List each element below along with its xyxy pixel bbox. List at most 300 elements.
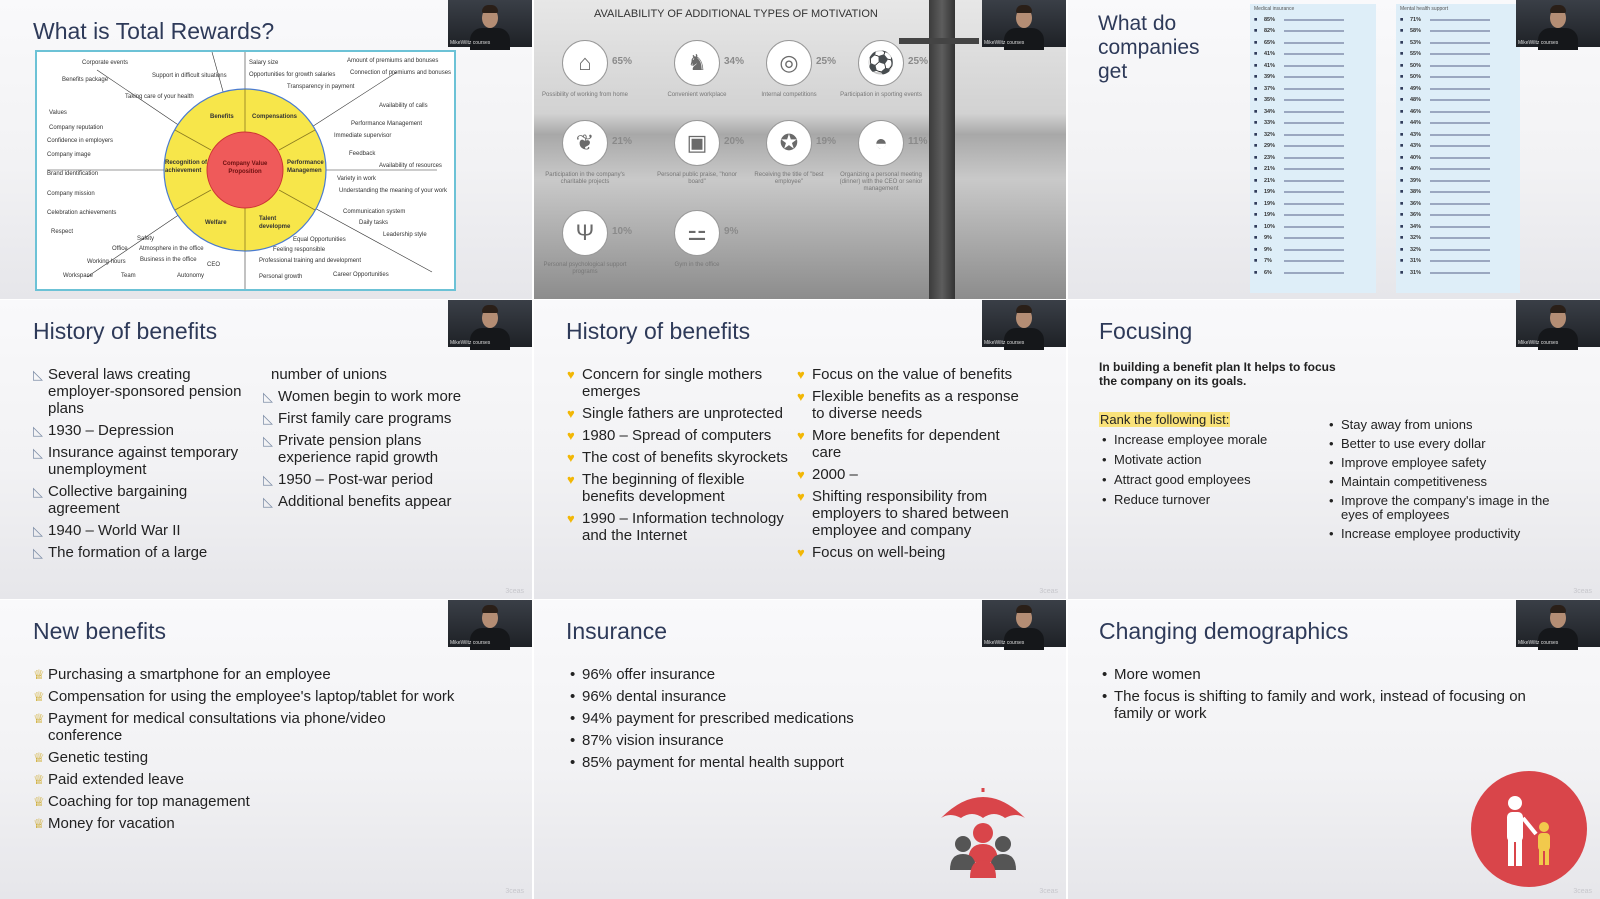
list-item: ♥ Concern for single mothers emerges	[567, 366, 763, 400]
list-item: number of unions	[271, 366, 387, 383]
tile-title: What do companies get	[1098, 12, 1200, 83]
row-percent: 36%	[1410, 200, 1422, 207]
row-percent: 58%	[1410, 28, 1422, 35]
list-item: ♥ 2000 –	[797, 466, 858, 483]
list-item: • 96% dental insurance	[570, 688, 727, 705]
table-row	[1396, 37, 1520, 49]
row-icon: ■	[1254, 177, 1258, 184]
row-percent: 21%	[1264, 166, 1276, 173]
list-item: ♥ 1990 – Information technology and the Internet	[567, 510, 784, 544]
list-item: • Attract good employees	[1102, 472, 1251, 487]
svg-text:Welfare: Welfare	[205, 220, 227, 226]
row-icon: ■	[1254, 16, 1258, 23]
triangle-bullet-icon: ◺	[263, 472, 273, 487]
tile-focusing[interactable]	[1068, 300, 1600, 599]
row-percent: 71%	[1410, 16, 1422, 23]
rank-label: Rank the following list:	[1100, 412, 1230, 427]
home-icon: ⌂	[562, 40, 608, 86]
table-row	[1396, 14, 1520, 26]
heart-bullet-icon: ♥	[797, 389, 805, 404]
presenter-webcam: MikeWiltz courses	[982, 300, 1066, 347]
motivation-percent: 10%	[612, 226, 633, 237]
history1-col2	[263, 366, 488, 515]
list-item: • Reduce turnover	[1102, 492, 1211, 507]
target-icon: ◎	[766, 40, 812, 86]
row-text-line	[1430, 180, 1490, 182]
row-percent: 40%	[1410, 166, 1422, 173]
list-item: ◺ Several laws creating employer-sponsored pension plans	[33, 366, 242, 417]
row-icon: ■	[1400, 154, 1404, 161]
row-text-line	[1430, 214, 1490, 216]
heart-bullet-icon: ♥	[567, 428, 575, 443]
table-row	[1250, 152, 1376, 164]
motivation-percent: 19%	[816, 136, 837, 147]
heart-bullet-icon: ♥	[797, 467, 805, 482]
presenter-webcam: MikeWiltz courses	[448, 0, 532, 47]
list-item: • Increase employee productivity	[1329, 526, 1521, 541]
row-text-line	[1430, 122, 1490, 124]
table-row	[1250, 49, 1376, 61]
wheel-label: Career Opportunities	[333, 272, 389, 278]
triangle-bullet-icon: ◺	[263, 433, 273, 448]
presenter-webcam: MikeWiltz courses	[1516, 0, 1600, 47]
wheel-label: Confidence in employers	[47, 138, 114, 144]
trophy-bullet-icon: ♕	[33, 816, 45, 831]
row-text-line	[1284, 180, 1344, 182]
tile-title: New benefits	[33, 618, 166, 644]
row-text-line	[1284, 134, 1344, 136]
wheel-label: Equal Opportunities	[293, 237, 346, 243]
row-text-line	[1284, 249, 1344, 251]
row-icon: ■	[1400, 39, 1404, 46]
heart-bullet-icon: ♥	[567, 450, 575, 465]
row-icon: ■	[1254, 62, 1258, 69]
focusing-right-list	[1326, 418, 1561, 546]
wheel-label: Team	[121, 273, 136, 279]
row-text-line	[1430, 226, 1490, 228]
row-icon: ■	[1400, 143, 1404, 150]
list-item: ♥ The cost of benefits skyrockets	[567, 449, 788, 466]
wheel-label: Support in difficult situations	[152, 73, 227, 79]
wheel-label: Variety in work	[337, 176, 376, 182]
tile-companies-get[interactable]	[1068, 0, 1600, 299]
row-text-line	[1430, 19, 1490, 21]
table-row	[1396, 233, 1520, 245]
table-row	[1250, 83, 1376, 95]
svg-text:Proposition: Proposition	[228, 169, 262, 175]
row-icon: ■	[1400, 97, 1404, 104]
list-item: ♕ Payment for medical consultations via phone/video conference	[33, 710, 386, 744]
row-percent: 19%	[1264, 212, 1276, 219]
tile-history-2[interactable]	[534, 300, 1066, 599]
row-icon: ■	[1400, 177, 1404, 184]
row-icon: ■	[1254, 74, 1258, 81]
motivation-percent: 20%	[724, 136, 745, 147]
row-icon: ■	[1254, 258, 1258, 265]
table-row	[1396, 244, 1520, 256]
motivation-percent: 21%	[612, 136, 633, 147]
row-percent: 65%	[1264, 39, 1276, 46]
motivation-label: Personal public praise, "honor board"	[657, 172, 737, 185]
row-percent: 32%	[1264, 131, 1276, 138]
wheel-label: Business in the office	[140, 257, 197, 263]
wheel-label: Transparency in payment	[287, 84, 355, 90]
motivation-label: Convenient workplace	[667, 92, 727, 98]
row-text-line	[1430, 134, 1490, 136]
row-icon: ■	[1400, 131, 1404, 138]
wheel-label: Salary size	[249, 60, 279, 66]
tile-total-rewards[interactable]	[0, 0, 532, 299]
svg-text:Performance: Performance	[287, 160, 324, 166]
row-icon: ■	[1400, 166, 1404, 173]
tile-title: Focusing	[1099, 318, 1193, 344]
list-item: ◺ The formation of a large	[33, 544, 208, 561]
row-text-line	[1284, 272, 1344, 274]
wheel-label: Amount of premiums and bonuses	[347, 58, 439, 64]
list-item: ◺ Additional benefits appear	[263, 493, 452, 510]
row-text-line	[1430, 145, 1490, 147]
tile-title: Insurance	[566, 618, 668, 644]
row-icon: ■	[1400, 269, 1404, 276]
trophy-bullet-icon: ♕	[33, 689, 45, 704]
wheel-diagram	[37, 52, 454, 289]
row-percent: 31%	[1410, 269, 1422, 276]
motivation-label: Receiving the title of "best employee"	[754, 172, 824, 185]
table-left: Medical insurance ■ 85% ■ 82% ■ 65% ■ 41% ■ 41% ■ 39% ■ 37% ■ 35% ■ 34% ■ 33% ■ 32% ■ 29% ■ 23% ■ 21% ■ 21% ■ 19% ■ 19% ■ 19% ■ 10% ■ 9% ■ 9% ■ 7% ■ 6%	[1250, 4, 1376, 293]
row-icon: ■	[1254, 189, 1258, 196]
triangle-bullet-icon: ◺	[263, 411, 273, 426]
row-icon: ■	[1400, 235, 1404, 242]
list-item: • Motivate action	[1102, 452, 1202, 467]
watermark: 3ceas	[505, 888, 524, 895]
row-icon: ■	[1254, 212, 1258, 219]
row-percent: 19%	[1264, 200, 1276, 207]
wheel-label: Availability of calls	[379, 103, 428, 109]
row-percent: 55%	[1410, 51, 1422, 58]
trophy-bullet-icon: ♕	[33, 711, 45, 726]
tile-insurance[interactable]	[534, 600, 1066, 899]
table-row	[1250, 164, 1376, 176]
table-row	[1396, 164, 1520, 176]
motivation-percent: 9%	[724, 226, 739, 237]
list-item: ♥ More benefits for dependent care	[797, 427, 1000, 461]
wheel-label: Communication system	[343, 209, 406, 215]
list-item: • More women	[1102, 666, 1201, 683]
row-percent: 21%	[1264, 177, 1276, 184]
wheel-label: Immediate supervisor	[334, 133, 392, 139]
heart-bullet-icon: ♥	[567, 406, 575, 421]
triangle-bullet-icon: ◺	[33, 523, 43, 538]
row-text-line	[1284, 42, 1344, 44]
row-icon: ■	[1400, 189, 1404, 196]
heart-bullet-icon: ♥	[567, 472, 575, 487]
trophy-bullet-icon: ♕	[33, 667, 45, 682]
list-item: ♕ Compensation for using the employee's laptop/tablet for work	[33, 688, 455, 705]
wheel-label: Leadership style	[383, 232, 427, 238]
list-item: ♕ Money for vacation	[33, 815, 175, 832]
heart-bullet-icon: ♥	[797, 489, 805, 504]
tile-history-1[interactable]	[0, 300, 532, 599]
table-row	[1396, 187, 1520, 199]
presenter-webcam: MikeWiltz courses	[448, 300, 532, 347]
trophy-bullet-icon: ♕	[33, 794, 45, 809]
table-row	[1396, 267, 1520, 279]
table-row	[1250, 221, 1376, 233]
trophy-bullet-icon: ♕	[33, 750, 45, 765]
row-icon: ■	[1400, 223, 1404, 230]
list-item: • Improve the company's image in the eyes of employees	[1329, 493, 1550, 522]
row-icon: ■	[1254, 235, 1258, 242]
table-row	[1250, 118, 1376, 130]
parent-child-icon	[1470, 770, 1588, 888]
row-icon: ■	[1254, 154, 1258, 161]
table-row	[1396, 141, 1520, 153]
board-icon: ▣	[674, 120, 720, 166]
row-text-line	[1284, 237, 1344, 239]
row-text-line	[1284, 260, 1344, 262]
row-text-line	[1430, 191, 1490, 193]
motivation-percent: 65%	[612, 56, 633, 67]
insurance-list	[567, 666, 967, 776]
row-icon: ■	[1254, 85, 1258, 92]
table-row	[1396, 83, 1520, 95]
focusing-left-list	[1099, 432, 1309, 512]
row-text-line	[1430, 88, 1490, 90]
row-percent: 41%	[1264, 62, 1276, 69]
row-icon: ■	[1400, 85, 1404, 92]
presenter-webcam: MikeWiltz courses	[1516, 600, 1600, 647]
row-text-line	[1284, 122, 1344, 124]
motivation-percent: 25%	[816, 56, 837, 67]
wheel-label: Personal growth	[259, 274, 303, 280]
triangle-bullet-icon: ◺	[33, 423, 43, 438]
wheel-label: Corporate events	[82, 60, 129, 66]
table-row	[1250, 95, 1376, 107]
list-item: ♥ 1980 – Spread of computers	[567, 427, 772, 444]
row-text-line	[1284, 19, 1344, 21]
row-percent: 46%	[1410, 108, 1422, 115]
list-item: • Increase employee morale	[1102, 432, 1268, 447]
demographics-list	[1099, 666, 1559, 727]
table-row	[1250, 14, 1376, 26]
table-row	[1250, 198, 1376, 210]
row-text-line	[1284, 191, 1344, 193]
motivation-label: Participation in the company's charitable projects	[545, 172, 625, 185]
list-item: ♥ Single fathers are unprotected	[567, 405, 783, 422]
watermark: 3ceas	[1039, 588, 1058, 595]
row-percent: 36%	[1410, 212, 1422, 219]
row-percent: 82%	[1264, 28, 1276, 35]
table-row	[1396, 118, 1520, 130]
row-icon: ■	[1400, 51, 1404, 58]
table-row	[1250, 187, 1376, 199]
row-text-line	[1284, 214, 1344, 216]
total-rewards-wheel	[35, 50, 456, 291]
list-item: ♕ Purchasing a smartphone for an employee	[33, 666, 331, 683]
row-text-line	[1430, 249, 1490, 251]
tile-motivation[interactable]	[534, 0, 1066, 299]
table-row	[1396, 26, 1520, 38]
triangle-bullet-icon: ◺	[263, 494, 273, 509]
heart-bullet-icon: ♥	[567, 511, 575, 526]
list-item: ♥ Flexible benefits as a response to diverse needs	[797, 388, 1019, 422]
row-percent: 10%	[1264, 223, 1276, 230]
list-item: ♥ Focus on well-being	[797, 544, 946, 561]
table-right: Mental health support ■ 71% ■ 58% ■ 53% ■ 55% ■ 50% ■ 50% ■ 49% ■ 48% ■ 46% ■ 44% ■ 43% ■ 43% ■ 40% ■ 40% ■ 39% ■ 38% ■ 36% ■ 36% ■ 34% ■ 32% ■ 32% ■ 31% ■ 31%	[1396, 4, 1520, 293]
wheel-label: Understanding the meaning of your work	[339, 188, 448, 194]
row-icon: ■	[1400, 212, 1404, 219]
triangle-bullet-icon: ◺	[33, 445, 43, 460]
svg-text:developme: developme	[259, 224, 291, 230]
list-item: ◺ 1950 – Post-war period	[263, 471, 434, 488]
row-icon: ■	[1400, 258, 1404, 265]
row-percent: 9%	[1264, 246, 1272, 253]
row-text-line	[1284, 168, 1344, 170]
row-text-line	[1430, 99, 1490, 101]
list-item: • 87% vision insurance	[570, 732, 724, 749]
list-item: • Improve employee safety	[1329, 455, 1487, 470]
row-text-line	[1284, 76, 1344, 78]
row-percent: 40%	[1410, 154, 1422, 161]
history1-col1	[33, 366, 258, 566]
svg-text:Company Value: Company Value	[222, 161, 268, 167]
list-item: ♕ Coaching for top management	[33, 793, 250, 810]
row-icon: ■	[1400, 200, 1404, 207]
medal-icon: ✪	[766, 120, 812, 166]
table-row	[1396, 198, 1520, 210]
row-text-line	[1430, 260, 1490, 262]
table-row	[1250, 233, 1376, 245]
row-icon: ■	[1254, 200, 1258, 207]
row-text-line	[1430, 53, 1490, 55]
svg-text:Compensations: Compensations	[252, 114, 298, 120]
wheel-label: Respect	[51, 229, 74, 235]
watermark: 3ceas	[505, 588, 524, 595]
row-icon: ■	[1400, 16, 1404, 23]
row-percent: 49%	[1410, 85, 1422, 92]
wheel-label: Brand identification	[47, 171, 99, 177]
table-row	[1396, 210, 1520, 222]
row-icon: ■	[1400, 108, 1404, 115]
table-row	[1250, 175, 1376, 187]
watermark: 3ceas	[1039, 888, 1058, 895]
svg-text:Managemen: Managemen	[287, 168, 322, 174]
tile-demographics[interactable]	[1068, 600, 1600, 899]
row-percent: 34%	[1264, 108, 1276, 115]
table-row	[1396, 175, 1520, 187]
row-text-line	[1284, 53, 1344, 55]
row-icon: ■	[1254, 223, 1258, 230]
wheel-label: Feeling responsible	[273, 247, 326, 253]
heart-bullet-icon: ♥	[797, 545, 805, 560]
row-text-line	[1430, 76, 1490, 78]
watermark: 3ceas	[1573, 888, 1592, 895]
row-icon: ■	[1254, 120, 1258, 127]
table-row	[1250, 60, 1376, 72]
focusing-intro: In building a benefit plan It helps to focus the company on its goals.	[1099, 360, 1336, 388]
row-percent: 9%	[1264, 235, 1272, 242]
wheel-label: Atmosphere in the office	[139, 246, 204, 252]
row-percent: 50%	[1410, 74, 1422, 81]
row-percent: 53%	[1410, 39, 1422, 46]
history2-col1	[567, 366, 789, 549]
row-percent: 32%	[1410, 235, 1422, 242]
row-percent: 35%	[1264, 97, 1276, 104]
row-percent: 85%	[1264, 16, 1276, 23]
table-row	[1396, 106, 1520, 118]
row-percent: 48%	[1410, 97, 1422, 104]
umbrella-family-icon	[938, 788, 1028, 880]
heart-bullet-icon: ♥	[797, 428, 805, 443]
list-item: • The focus is shifting to family and work, instead of focusing on family or work	[1102, 688, 1526, 722]
row-icon: ■	[1254, 97, 1258, 104]
wheel-label: Celebration achievements	[47, 210, 117, 216]
table-row	[1250, 267, 1376, 279]
table-row	[1250, 72, 1376, 84]
wheel-label: Company mission	[47, 191, 95, 197]
wheel-label: Performance Management	[351, 121, 423, 127]
row-icon: ■	[1254, 166, 1258, 173]
tile-new-benefits[interactable]	[0, 600, 532, 899]
table-row	[1396, 221, 1520, 233]
presenter-webcam: MikeWiltz courses	[982, 0, 1066, 47]
presenter-webcam: MikeWiltz courses	[448, 600, 532, 647]
list-item: ◺ Women begin to work more	[263, 388, 462, 405]
wheel-label: Company reputation	[49, 125, 104, 131]
table-row	[1396, 152, 1520, 164]
triangle-bullet-icon: ◺	[33, 484, 43, 499]
row-icon: ■	[1400, 62, 1404, 69]
row-percent: 38%	[1410, 189, 1422, 196]
table-row	[1396, 60, 1520, 72]
row-icon: ■	[1254, 143, 1258, 150]
svg-text:Talent: Talent	[259, 216, 277, 222]
row-percent: 34%	[1410, 223, 1422, 230]
row-icon: ■	[1254, 246, 1258, 253]
motivation-label: Organizing a personal meeting (dinner) with the CEO or senior management	[839, 172, 923, 192]
row-text-line	[1430, 272, 1490, 274]
row-text-line	[1430, 111, 1490, 113]
wheel-label: Benefits package	[62, 77, 109, 83]
motivation-title: AVAILABILITY OF ADDITIONAL TYPES OF MOTIVATION	[594, 8, 878, 20]
tile-title: History of benefits	[566, 318, 751, 344]
wheel-label: Opportunities for growth salaries	[249, 72, 336, 78]
table-row	[1250, 37, 1376, 49]
row-percent: 41%	[1264, 51, 1276, 58]
list-item: ◺ Private pension plans experience rapid growth	[263, 432, 439, 466]
table-row	[1250, 256, 1376, 268]
row-text-line	[1284, 226, 1344, 228]
row-text-line	[1284, 145, 1344, 147]
list-item: ♥ The beginning of flexible benefits development	[567, 471, 745, 505]
motivation-label: Possibility of working from home	[541, 92, 629, 98]
row-percent: 43%	[1410, 131, 1422, 138]
row-icon: ■	[1254, 131, 1258, 138]
row-text-line	[1430, 157, 1490, 159]
trophy-bullet-icon: ♕	[33, 772, 45, 787]
presenter-webcam: MikeWiltz courses	[1516, 300, 1600, 347]
row-text-line	[1430, 30, 1490, 32]
list-item: ◺ Insurance against temporary unemployment	[33, 444, 239, 478]
row-text-line	[1284, 203, 1344, 205]
wheel-label: Connection of premiums and bonuses	[350, 70, 452, 76]
row-text-line	[1284, 88, 1344, 90]
svg-text:Recognition of: Recognition of	[165, 160, 207, 166]
new-benefits-list	[33, 666, 463, 837]
wheel-label: Daily tasks	[359, 220, 389, 226]
row-percent: 23%	[1264, 154, 1276, 161]
list-item: ◺ 1940 – World War II	[33, 522, 181, 539]
